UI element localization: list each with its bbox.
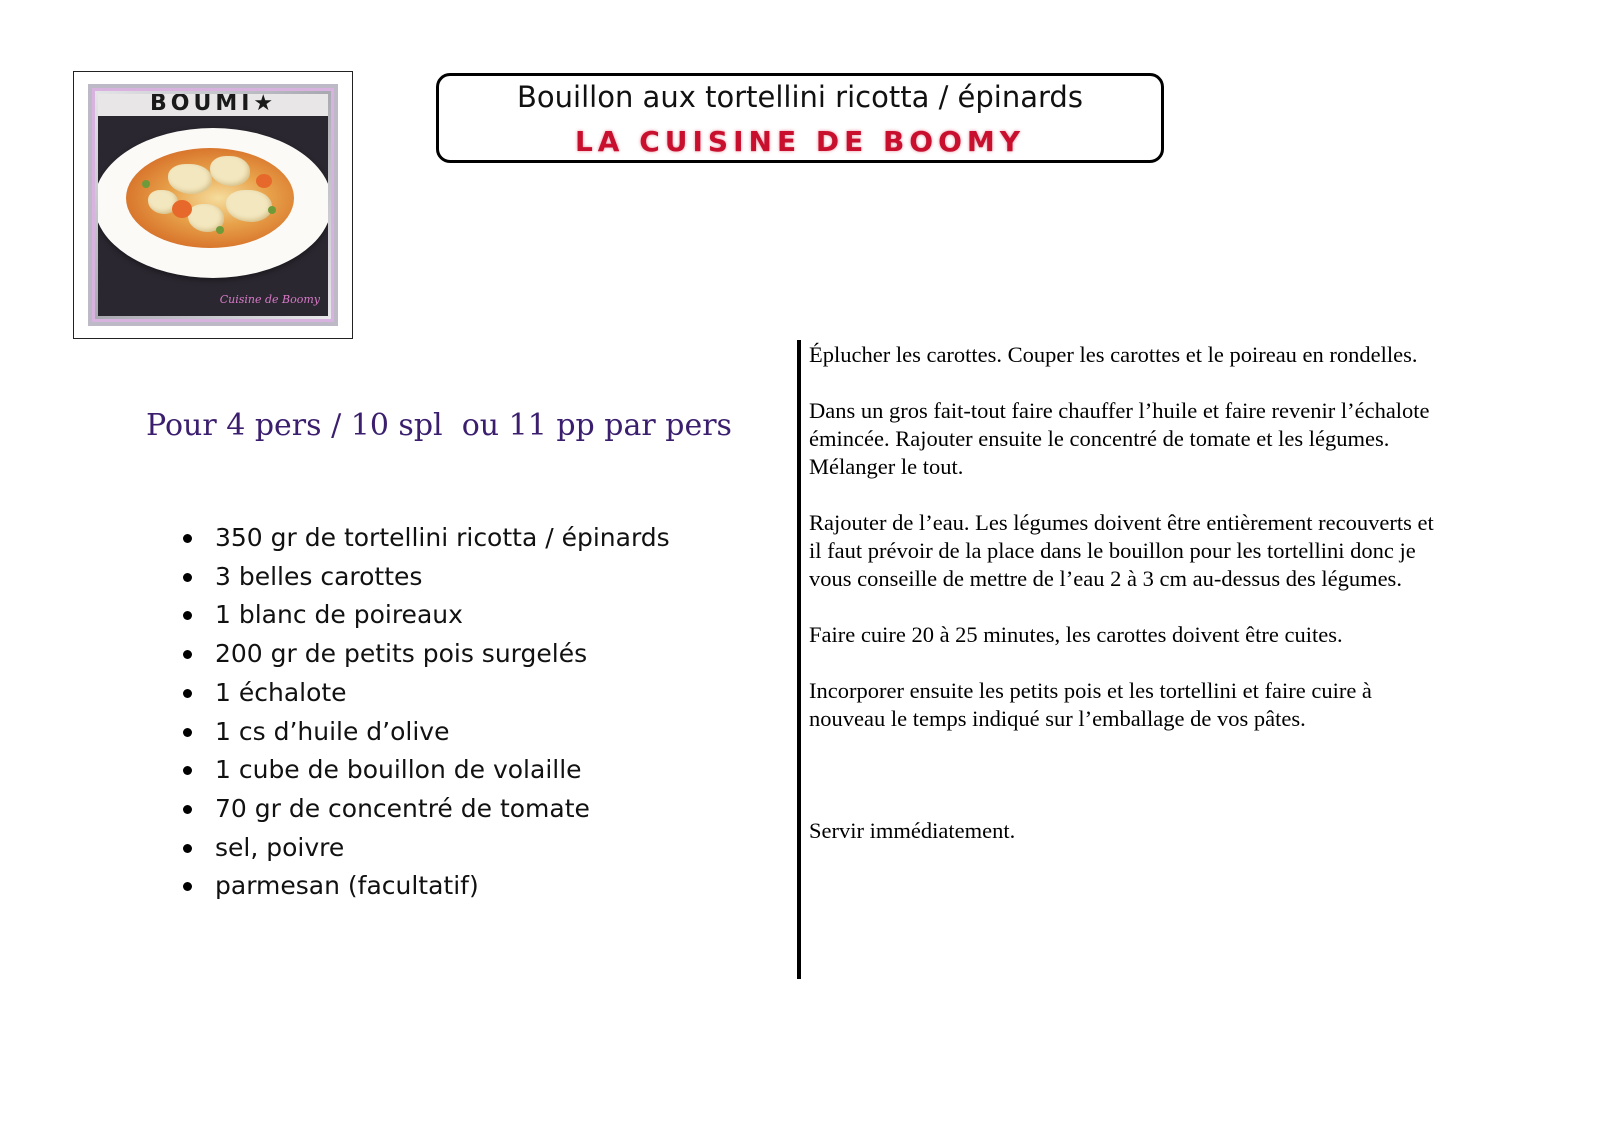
ingredient-list <box>180 519 670 906</box>
carrot-slice <box>172 200 192 218</box>
list-item <box>180 713 670 752</box>
list-item <box>180 867 670 906</box>
instruction-step: Dans un gros fait-tout faire chauffer l’huile et faire revenir l’échalote émincée. Rajouter ensuite le concentré de tomate et les légumes. Mélanger le tout. <box>809 398 1430 479</box>
list-item <box>180 790 670 829</box>
servings-info: Pour 4 pers / 10 spl ou 11 pp par pers <box>146 408 732 443</box>
pea <box>142 180 150 188</box>
bullet-icon <box>183 573 192 582</box>
ingredient-text: 1 blanc de poireaux <box>215 600 463 630</box>
instruction-step: Éplucher les carottes. Couper les carottes et le poireau en rondelles. <box>809 342 1418 367</box>
instruction-step: Servir immédiatement. <box>809 818 1016 843</box>
list-item <box>180 596 670 635</box>
instruction-step: Faire cuire 20 à 25 minutes, les carottes doivent être cuites. <box>809 622 1343 647</box>
list-item <box>180 674 670 713</box>
bullet-icon <box>183 844 192 853</box>
bullet-icon <box>183 534 192 543</box>
bullet-icon <box>183 882 192 891</box>
ingredient-text: 350 gr de tortellini ricotta / épinards <box>215 523 670 552</box>
photo-label-band <box>98 94 328 116</box>
bullet-icon <box>183 728 192 737</box>
list-item <box>180 558 670 597</box>
bullet-icon <box>183 611 192 620</box>
photo-signature: Cuisine de Boomy <box>219 293 320 306</box>
ingredient-text: 1 échalote <box>215 677 347 707</box>
list-item <box>180 635 670 674</box>
carrot-slice <box>256 174 272 188</box>
photo-image <box>98 94 328 316</box>
tortellini <box>210 156 250 186</box>
list-item <box>180 829 670 868</box>
bullet-icon <box>183 650 192 659</box>
ingredient-text: 3 belles carottes <box>215 561 423 591</box>
photo-brand-text: BOUMI★ <box>150 94 278 116</box>
instruction-step: Rajouter de l’eau. Les légumes doivent être entièrement recouverts et il faut prévoir de la place dans le bouillon pour les tortellini donc je vous conseille de mettre de l’eau 2 à 3 cm au-dessus des légumes. <box>809 510 1434 591</box>
ingredient-text: parmesan (facultatif) <box>215 871 479 901</box>
list-item <box>180 519 670 558</box>
ingredient-text: 200 gr de petits pois surgelés <box>215 639 588 669</box>
bullet-icon <box>183 805 192 814</box>
tortellini <box>168 164 212 194</box>
instruction-step: Incorporer ensuite les petits pois et les tortellini et faire cuire à nouveau le temps indiqué sur l’emballage de vos pâtes. <box>809 678 1372 731</box>
column-divider <box>797 340 801 979</box>
ingredient-text: 70 gr de concentré de tomate <box>215 793 590 823</box>
photo-border <box>88 84 338 326</box>
pea <box>216 226 224 234</box>
instructions <box>809 341 1449 845</box>
recipe-photo <box>73 71 353 339</box>
bullet-icon <box>183 766 192 775</box>
pea <box>268 206 276 214</box>
title-box <box>436 73 1164 163</box>
ingredient-text: 1 cube de bouillon de volaille <box>215 755 582 785</box>
ingredient-text: sel, poivre <box>215 832 345 862</box>
recipe-title: Bouillon aux tortellini ricotta / épinards <box>517 80 1083 114</box>
bullet-icon <box>183 689 192 698</box>
blog-name: LA CUISINE DE BOOMY <box>574 125 1026 158</box>
ingredient-text: 1 cs d’huile d’olive <box>215 716 450 746</box>
list-item <box>180 751 670 790</box>
